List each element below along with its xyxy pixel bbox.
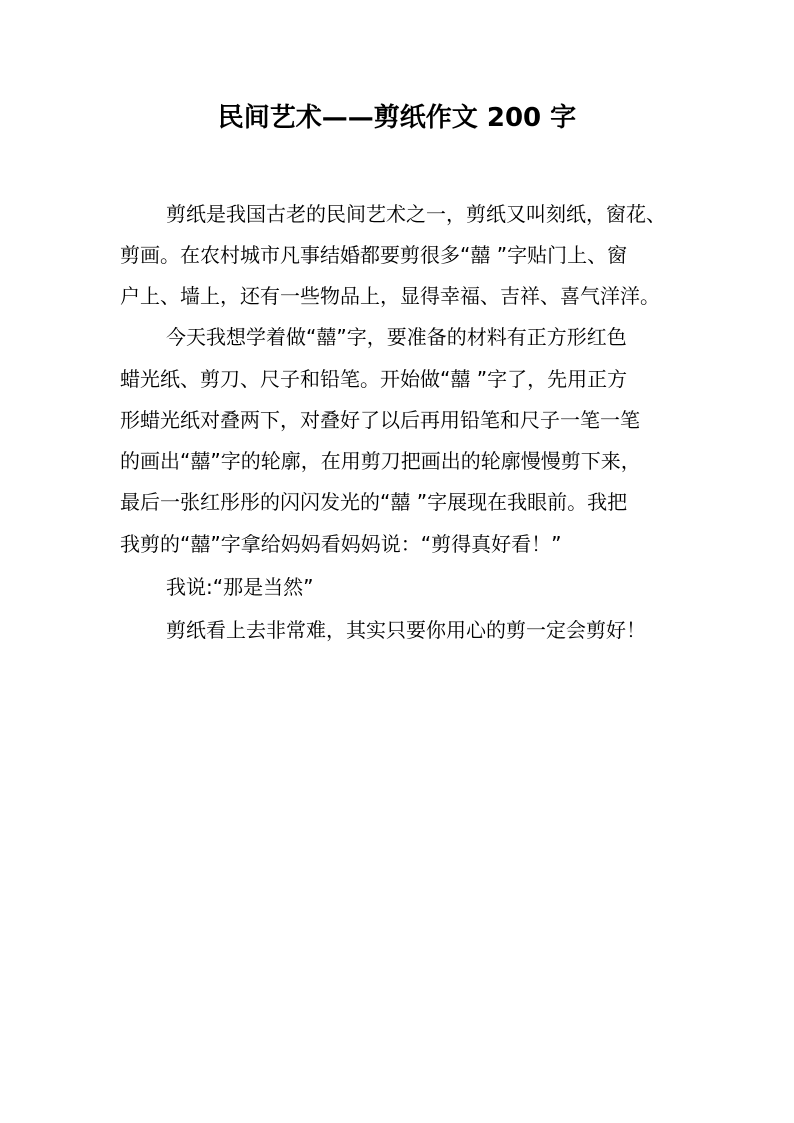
paragraph-3-line-1: 我说:“那是当然”: [166, 575, 314, 599]
paragraph-2-line-6: 我剪的“囍”字拿给妈妈看妈妈说：“剪得真好看！”: [120, 532, 562, 556]
document-title: 民间艺术——剪纸作文 200 字: [217, 103, 577, 133]
paragraph-2-line-5: 最后一张红彤彤的闪闪发光的“囍 ”字展现在我眼前。我把: [120, 490, 628, 514]
paragraph-1-line-3: 户上、墙上，还有一些物品上，显得幸福、吉祥、喜气洋洋。: [120, 284, 660, 308]
paragraph-4-line-1: 剪纸看上去非常难，其实只要你用心的剪一定会剪好！: [166, 618, 646, 642]
paragraph-1-line-2: 剪画。在农村城市凡事结婚都要剪很多“囍 ”字贴门上、窗: [120, 243, 628, 267]
paragraph-1-line-1: 剪纸是我国古老的民间艺术之一，剪纸又叫刻纸，窗花、: [166, 202, 666, 226]
paragraph-2-line-2: 蜡光纸、剪刀、尺子和铅笔。开始做“囍 ”字了，先用正方: [120, 367, 628, 391]
paragraph-2-line-3: 形蜡光纸对叠两下，对叠好了以后再用铅笔和尺子一笔一笔: [120, 408, 640, 432]
paragraph-2-line-4: 的画出“囍”字的轮廓，在用剪刀把画出的轮廓慢慢剪下来，: [120, 449, 641, 473]
paragraph-2-line-1: 今天我想学着做“囍”字，要准备的材料有正方形红色: [166, 325, 627, 349]
